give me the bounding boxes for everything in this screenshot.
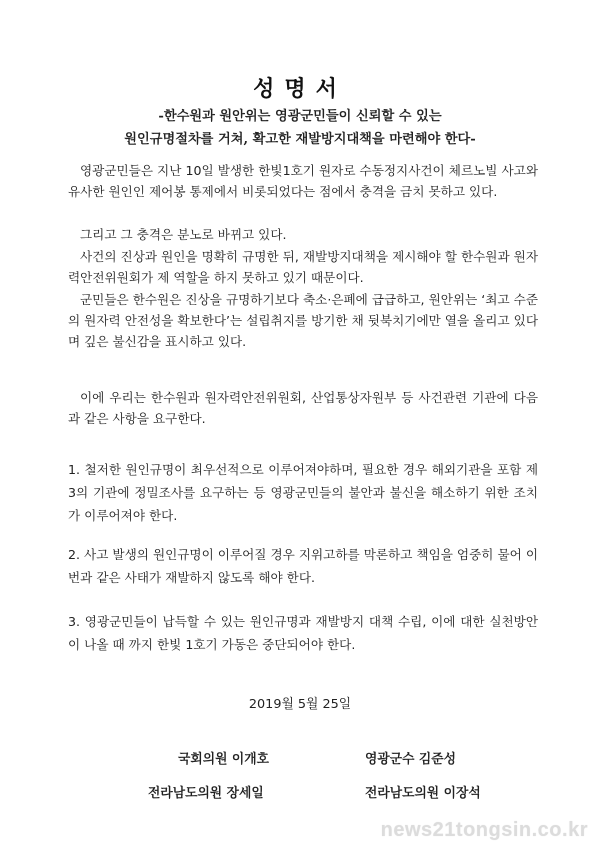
site-watermark: news21tongsin.co.kr <box>380 819 588 841</box>
body-paragraph: 영광군민들은 지난 10일 발생한 한빛1호기 원자로 수동정지사건이 체르노빌 사고와 유사한 원인인 제어봉 통제에서 비롯되었다는 점에서 충격을 금치 못하고 있다. <box>68 163 538 199</box>
body-paragraph: 그리고 그 충격은 분노로 바뀌고 있다. <box>80 227 287 242</box>
subtitle-line-1: -한수원과 원안위는 영광군민들이 신뢰할 수 있는 <box>158 109 442 124</box>
demand-item-1: 1. 철저한 원인규명이 최우선적으로 이루어져야하며, 필요한 경우 해외기관을 포함 제3의 기관에 정밀조사를 요구하는 등 영광군민들의 불안과 불신을 해소하기 위한 조치가 이루어져야 한다. <box>68 462 538 523</box>
signatory: 국회의원 이개호 <box>178 752 269 767</box>
subtitle-line-2: 원인규명절차를 거쳐, 확고한 재발방지대책을 마련해야 한다- <box>124 132 476 147</box>
signatory: 전라남도의원 이장석 <box>365 786 481 801</box>
signatory: 영광군수 김준성 <box>365 752 456 767</box>
demand-item-3: 3. 영광군민들이 납득할 수 있는 원인규명과 재발방지 대책 수립, 이에 대한 실천방안이 나올 때 까지 한빛 1호기 가동은 중단되어야 한다. <box>68 614 538 652</box>
body-paragraph: 군민들은 한수원은 진상을 규명하기보다 축소·은폐에 급급하고, 원안위는 ‘최고 수준의 원자력 안전성을 확보한다’는 설립취지를 방기한 채 뒷북치기에만 열을 올리고 있다며 깊은 불신감을 표시하고 있다. <box>68 292 538 349</box>
statement-date: 2019월 5월 25일 <box>248 697 352 712</box>
signatory: 전라남도의원 장세일 <box>148 786 264 801</box>
body-paragraph: 이에 우리는 한수원과 원자력안전위원회, 산업통상자원부 등 사건관련 기관에 다음과 같은 사항을 요구한다. <box>68 390 538 426</box>
body-paragraph: 사건의 진상과 원인을 명확히 규명한 뒤, 재발방지대책을 제시해야 할 한수원과 원자력안전위원회가 제 역할을 하지 못하고 있기 때문이다. <box>68 249 538 285</box>
document-title: 성명서 <box>253 76 347 102</box>
demand-item-2: 2. 사고 발생의 원인규명이 이루어질 경우 지위고하를 막론하고 책임을 엄중히 물어 이번과 같은 사태가 재발하지 않도록 해야 한다. <box>68 547 538 585</box>
